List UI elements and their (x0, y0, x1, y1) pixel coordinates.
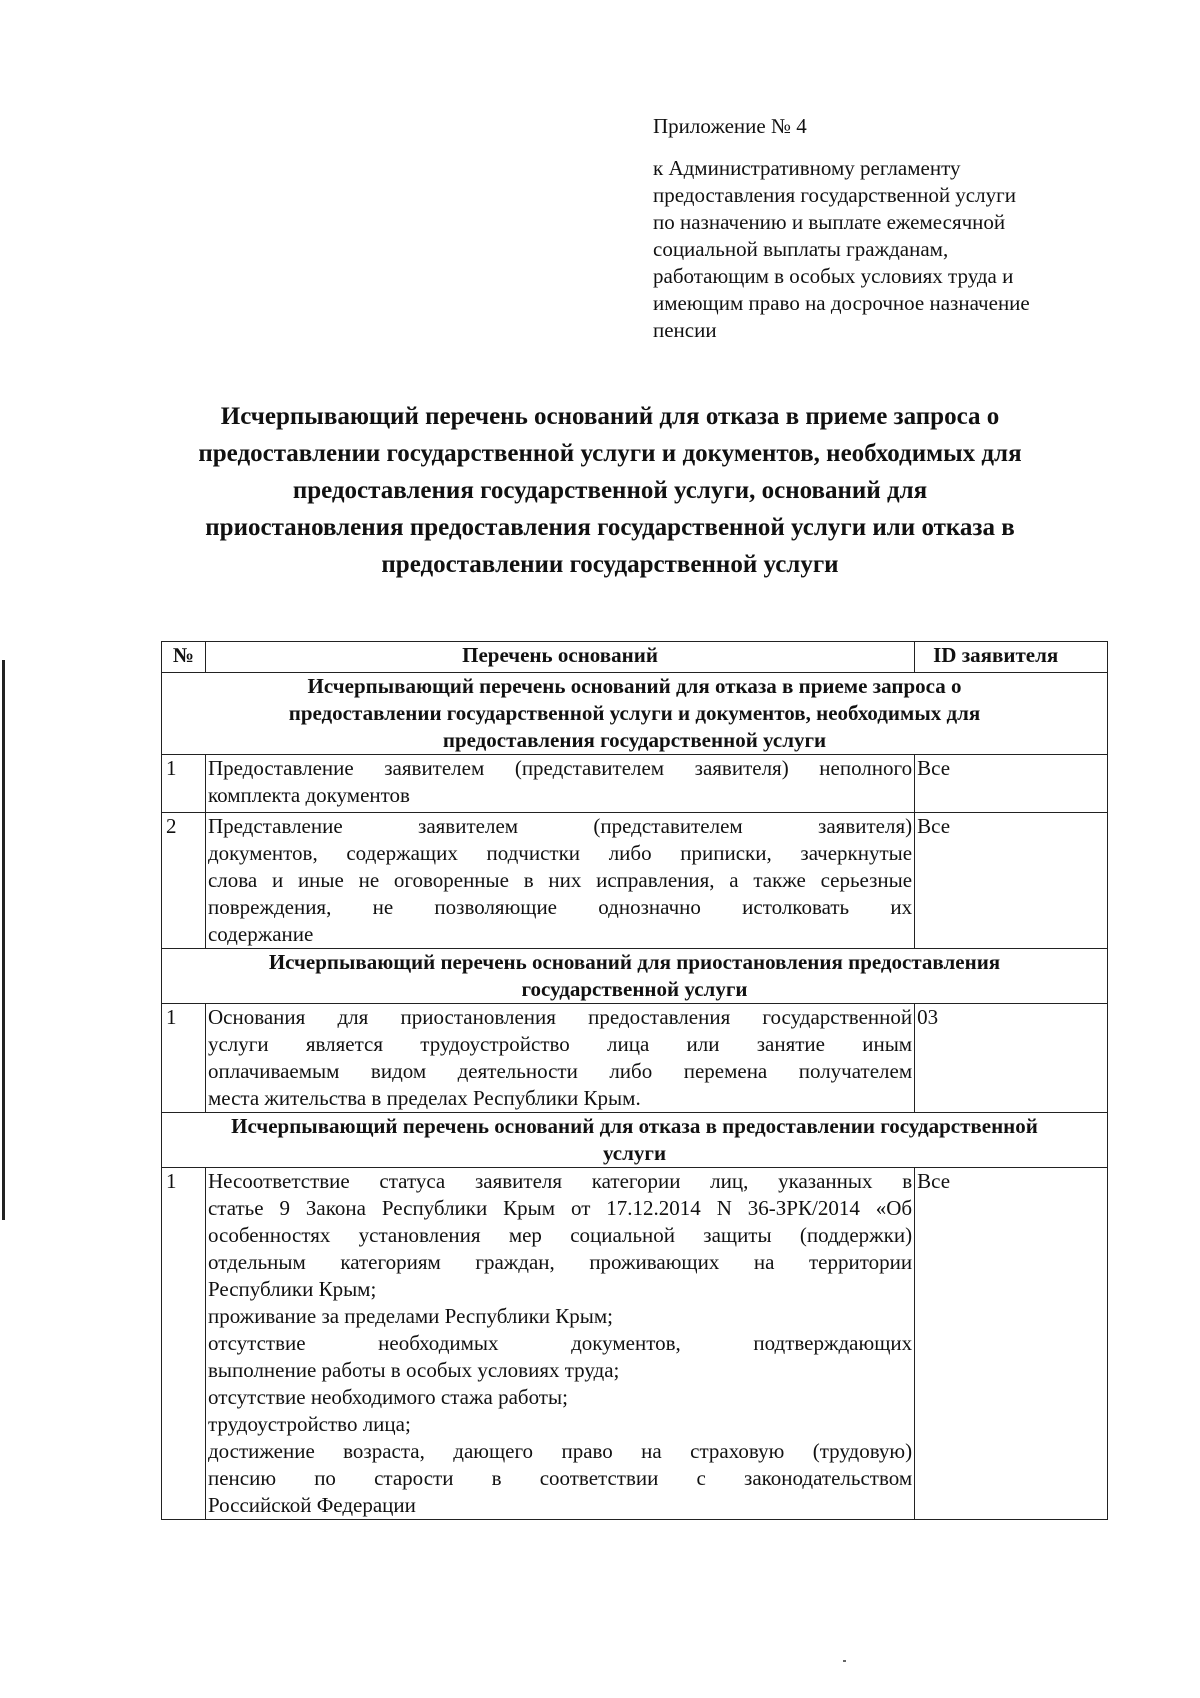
reason-line: повреждения, не позволяющие однозначно истолковать их (207, 895, 913, 919)
reason-line: Представление заявителем (представителем заявителя) (207, 814, 913, 838)
document-title (130, 398, 1090, 583)
reason-line: особенностях установления мер социальной защиты (поддержки) (207, 1223, 913, 1247)
reason-line: трудоустройство лица; (207, 1412, 411, 1436)
title-line: предоставлении государственной услуги (381, 551, 839, 578)
reason-line: документов, содержащих подчистки либо приписки, зачеркнутые (207, 841, 913, 865)
title-line: приостановления предоставления государственной услуги или отказа в (205, 514, 1015, 541)
appendix-line: к Административному регламенту (653, 156, 961, 180)
row-number: 1 (162, 1004, 206, 1113)
table-header-row (162, 642, 1108, 673)
header-reasons: Перечень оснований (205, 642, 914, 673)
scan-speck (843, 1660, 846, 1662)
reason-line: слова и иные не оговоренные в них исправления, а также серьезные (207, 868, 913, 892)
table-row (162, 1168, 1108, 1520)
appendix-line: социальной выплаты гражданам, (653, 237, 949, 261)
reason-line: Несоответствие статуса заявителя категории лиц, указанных в (207, 1169, 913, 1193)
row-reason (205, 1168, 914, 1520)
section-title-line: Исчерпывающий перечень оснований для отказа в приеме запроса о (307, 674, 962, 698)
row-applicant-id: Все (915, 813, 1108, 949)
reason-line: комплекта документов (207, 783, 410, 807)
table-row (162, 1004, 1108, 1113)
section-title-line: предоставления государственной услуги (442, 728, 827, 752)
section-title (162, 949, 1108, 1004)
appendix-line: работающим в особых условиях труда и (653, 264, 1014, 288)
reason-line: выполнение работы в особых условиях труда; (207, 1358, 620, 1382)
section-title-line: предоставлении государственной услуги и документов, необходимых для (288, 701, 981, 725)
table-row (162, 813, 1108, 949)
row-applicant-id: Все (915, 1168, 1108, 1520)
reason-line: отсутствие необходимого стажа работы; (207, 1385, 568, 1409)
reason-line: содержание (207, 922, 314, 946)
section-title-line: Исчерпывающий перечень оснований для приостановления предоставления (268, 950, 1001, 974)
row-applicant-id: Все (915, 755, 1108, 813)
appendix-header (653, 113, 1113, 344)
scan-edge-line (2, 660, 5, 1220)
appendix-number: Приложение № 4 (653, 114, 807, 138)
reason-line: места жительства в пределах Республики Крым. (207, 1086, 641, 1110)
row-applicant-id: 03 (915, 1004, 1108, 1113)
appendix-line: по назначению и выплате ежемесячной (653, 210, 1006, 234)
reason-line: отсутствие необходимых документов, подтверждающих (207, 1331, 913, 1355)
row-reason (205, 1004, 914, 1113)
reason-line: Российской Федерации (207, 1493, 416, 1517)
reason-line: достижение возраста, дающего право на страховую (трудовую) (207, 1439, 913, 1463)
row-reason (205, 813, 914, 949)
section-row (162, 1113, 1108, 1168)
section-row (162, 673, 1108, 755)
header-applicant-id: ID заявителя (915, 642, 1108, 673)
reason-line: проживание за пределами Республики Крым; (207, 1304, 614, 1328)
section-title-line: услуги (602, 1141, 667, 1165)
section-title-line: Исчерпывающий перечень оснований для отказа в предоставлении государственной (231, 1114, 1038, 1138)
appendix-line: имеющим право на досрочное назначение (653, 291, 1030, 315)
reason-line: Республики Крым; (207, 1277, 377, 1301)
reasons-table (161, 641, 1108, 1520)
row-reason (205, 755, 914, 813)
section-title-line: государственной услуги (521, 977, 748, 1001)
row-number: 1 (162, 755, 206, 813)
row-number: 2 (162, 813, 206, 949)
appendix-reference (653, 155, 1113, 344)
appendix-line: предоставления государственной услуги (653, 183, 1016, 207)
reason-line: Предоставление заявителем (представителем заявителя) неполного (207, 756, 913, 780)
reason-line: отдельным категориям граждан, проживающих на территории (207, 1250, 913, 1274)
reason-line: оплачиваемым видом деятельности либо перемена получателем (207, 1059, 913, 1083)
reason-line: Основания для приостановления предоставления государственной (207, 1005, 913, 1029)
reason-line: статье 9 Закона Республики Крым от 17.12.2014 N 36-ЗРК/2014 «Об (207, 1196, 913, 1220)
section-title (162, 673, 1108, 755)
reason-line: услуги является трудоустройство лица или занятие иным (207, 1032, 913, 1056)
row-number: 1 (162, 1168, 206, 1520)
reason-line: пенсию по старости в соответствии с законодательством (207, 1466, 913, 1490)
appendix-line: пенсии (653, 318, 717, 342)
section-row (162, 949, 1108, 1004)
title-line: Исчерпывающий перечень оснований для отказа в приеме запроса о (220, 403, 1000, 430)
title-line: предоставления государственной услуги, оснований для (292, 477, 928, 504)
section-title (162, 1113, 1108, 1168)
header-number: № (162, 642, 206, 673)
table-row (162, 755, 1108, 813)
title-line: предоставлении государственной услуги и документов, необходимых для (198, 440, 1022, 467)
